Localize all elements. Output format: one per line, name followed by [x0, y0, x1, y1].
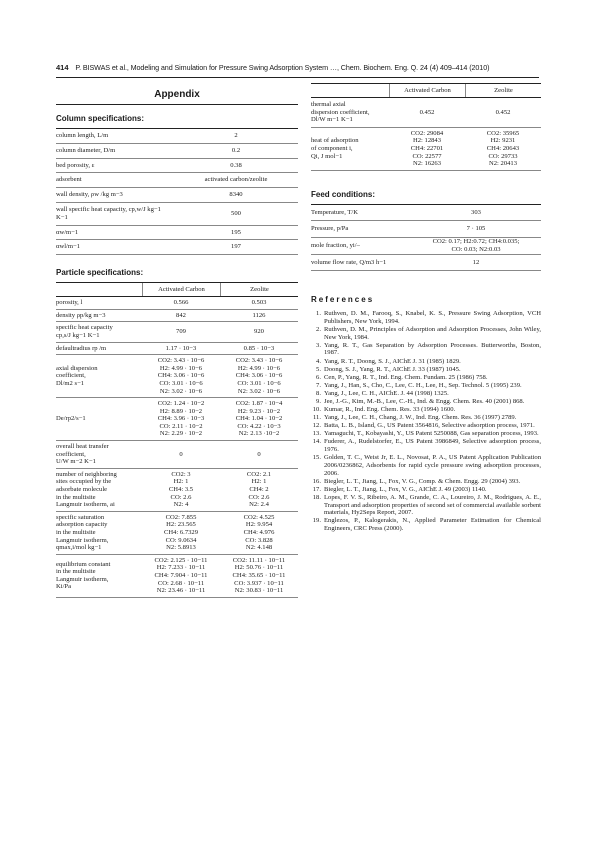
reference-item — [311, 406, 541, 414]
zeolite-value — [220, 449, 298, 461]
param-label — [311, 98, 389, 127]
reference-number: 13. — [312, 430, 321, 438]
feed-row — [311, 238, 541, 255]
reference-item — [311, 342, 541, 357]
value-line: H2: 9.954 — [245, 521, 273, 529]
spec-row — [56, 188, 298, 203]
feed-value — [411, 238, 541, 253]
label-line: U/W m−2 K−1 — [56, 458, 96, 466]
particle-row — [56, 441, 298, 469]
activated-carbon-value — [142, 343, 220, 355]
reference-text: Yang, J., Lee, C. H., Chang, J. W., Ind. Eng. Chem. Res. 36 (1997) 2789. — [324, 414, 517, 422]
right-table-row — [311, 128, 541, 171]
reference-number: 15. — [312, 454, 321, 462]
param-label — [56, 310, 142, 322]
reference-item — [311, 486, 541, 494]
value-line: CO: 9.0634 — [165, 536, 197, 544]
zeolite-value — [220, 297, 298, 309]
spec-label: αwl/m−1 — [56, 243, 81, 251]
value-line: 1.17 · 10−3 — [165, 344, 197, 352]
value-line: N2: 3.02 · 10−6 — [159, 387, 203, 395]
spec-label: adsorbent — [56, 176, 82, 184]
value-line: H2: 50.76 · 10−11 — [234, 564, 284, 572]
value-line: H2: 9231 — [490, 137, 516, 145]
reference-number: 7. — [316, 381, 321, 389]
reference-item — [311, 374, 541, 382]
label-line: equilibrium constant — [56, 560, 111, 568]
header-zeolite: Zeolite — [465, 84, 541, 97]
reference-text: Biegler, L. T., Jiang, L., Fox, V. G., Comp. & Chem. Engg. 29 (2004) 393. — [324, 477, 521, 485]
value-line: CO: 3.828 — [245, 536, 273, 544]
value-line: N2: 4.148 — [245, 544, 273, 552]
value-line: CH4: 3.06 · 10−6 — [157, 372, 205, 380]
value-line: CO2: 0.17; H2:0.72; CH4:0.035; — [432, 238, 520, 246]
spec-value: 195 — [231, 228, 241, 236]
param-label — [56, 441, 142, 468]
activated-carbon-value — [142, 297, 220, 309]
feed-row — [311, 255, 541, 272]
header-rule — [56, 77, 539, 78]
reference-number: 6. — [316, 373, 321, 381]
value-line: CO2: 7.855 — [165, 513, 197, 521]
reference-text: Yang, J., Lee, C. H., AIChE. J. 44 (1998) 1325. — [324, 389, 449, 397]
reference-item — [311, 398, 541, 406]
param-label — [56, 413, 142, 425]
value-line: H2: 9.23 · 10−2 — [237, 407, 281, 415]
feed-row — [311, 221, 541, 238]
particle-row — [56, 398, 298, 441]
value-line: N2: 4 — [173, 501, 189, 509]
particle-row — [56, 343, 298, 356]
label-line: in the multisite — [56, 529, 96, 537]
reference-text: Ruthven, D. M., Farooq, S., Knabel, K. S., Pressure Swing Adsorption, VCH Publishers, New York, 1994. — [324, 310, 541, 325]
label-line: De/rp2/s−1 — [56, 415, 86, 423]
label-line: sites occupied by the — [56, 478, 112, 486]
label-line: heat of adsorption — [311, 137, 359, 145]
reference-item — [311, 414, 541, 422]
zeolite-value — [465, 107, 541, 119]
reference-item — [311, 358, 541, 366]
value-line: 1126 — [252, 311, 266, 319]
feed-label: mole fraction, yi/– — [311, 241, 360, 249]
feed-label: volume flow rate, Q/m3 h−1 — [311, 258, 387, 266]
value-line: N2: 2.4 — [249, 501, 269, 509]
label-line: of component i, — [311, 144, 353, 152]
value-line: CH4: 3.5 — [168, 486, 194, 494]
zeolite-value — [220, 512, 298, 554]
value-line: CH4: 3.96 · 10−3 — [157, 415, 205, 423]
value-line: 0.566 — [173, 299, 189, 307]
reference-item — [311, 422, 541, 430]
param-label — [311, 134, 389, 163]
value-line: CH4: 6.7329 — [163, 529, 199, 537]
label-line: Langmuir isotherm, — [56, 536, 109, 544]
reference-item — [311, 382, 541, 390]
value-line: CO2: 2.1 — [246, 470, 272, 478]
particle-row — [56, 355, 298, 398]
value-line: H2: 1 — [251, 478, 267, 486]
reference-text: Yamaguchi, T., Kobayashi, Y., US Patent 5250088, Gas separation process, 1993. — [324, 430, 539, 438]
value-line: CO2: 29084 — [410, 129, 444, 137]
zeolite-value — [465, 128, 541, 170]
particle-specs-header — [56, 283, 298, 297]
value-line: CO: 22577 — [412, 152, 442, 160]
reference-number: 12. — [312, 422, 321, 430]
reference-item — [311, 494, 541, 517]
label-line: Langmuir isotherm, ai — [56, 501, 115, 509]
spec-label: column length, L/m — [56, 132, 109, 139]
value-line: CH4: 1.04 · 10−2 — [235, 415, 283, 423]
activated-carbon-value — [142, 398, 220, 440]
label-line: Qi, J mol−1 — [311, 152, 343, 160]
label-line: in the multisite — [56, 493, 96, 501]
reference-text: Cen, P., Yang, R. T., Ind. Eng. Chem. Fundam. 25 (1986) 758. — [324, 373, 488, 381]
activated-carbon-value — [142, 355, 220, 397]
reference-number: 5. — [316, 365, 321, 373]
reference-number: 9. — [316, 397, 321, 405]
value-line: H2: 23.565 — [166, 521, 196, 529]
particle-row — [56, 322, 298, 342]
label-line: Ki/Pa — [56, 583, 72, 591]
value-line: CH4: 35.65 · 10−11 — [232, 571, 286, 579]
label-line: Dl/W m−1 K−1 — [311, 116, 353, 124]
value-line: CO2: 11.11 · 10−11 — [232, 556, 286, 564]
value-line: H2: 4.99 · 10−6 — [237, 364, 281, 372]
label-line: specific heat capacity — [56, 324, 113, 332]
value-line: CO: 0.03; N2:0.03 — [451, 245, 501, 253]
spec-label: column diameter, D/m — [56, 146, 116, 154]
reference-text: Yang, J., Han, S., Cho, C., Lee, C. H., Lee, H., Sep. Technol. 5 (1995) 239. — [324, 381, 522, 389]
label-line: adsorbate molecule — [56, 486, 108, 494]
value-line: N2: 16263 — [412, 160, 442, 168]
reference-number: 18. — [312, 493, 321, 501]
value-line: 0 — [257, 450, 261, 458]
reference-item — [311, 438, 541, 453]
label-line: dispersion coefficient, — [311, 108, 370, 116]
value-line: CH4: 22701 — [410, 144, 444, 152]
spec-row — [56, 203, 298, 226]
activated-carbon-value — [389, 128, 465, 170]
value-line: N2: 3.02 · 10−6 — [237, 387, 281, 395]
left-column — [56, 82, 298, 598]
label-line: density ρp/kg m−3 — [56, 311, 106, 319]
particle-specs-title: Particle specifications: — [56, 259, 298, 283]
spec-row — [56, 159, 298, 174]
spec-value: 8340 — [229, 191, 243, 199]
references-title: References — [311, 295, 375, 305]
spec-value: activated carbon/zeolite — [204, 176, 268, 184]
value-line: H2: 1 — [173, 478, 189, 486]
value-line: 303 — [471, 208, 481, 216]
header-zeolite: Zeolite — [250, 286, 269, 294]
value-line: CO2: 35965 — [486, 129, 520, 137]
header-activated-carbon: Activated Carbon — [389, 84, 465, 97]
feed-value — [411, 259, 541, 267]
value-line: H2: 8.89 · 10−2 — [159, 407, 203, 415]
label-line: defaultradius rp /m — [56, 344, 107, 352]
value-line: CO: 3.937 · 10−11 — [234, 579, 284, 587]
value-line: 842 — [176, 311, 186, 319]
column-specs-table — [56, 129, 298, 255]
reference-text: Golden, T. C., Weist Jr, E. L., Novosat, P. A., US Patent Application Publication 2006/0236862, Adsorbents for rapid cycle pressure swing adsorption processes, 2006. — [324, 454, 541, 477]
label-line: coefficient, — [56, 372, 86, 380]
value-line: CH4: 4.976 — [243, 529, 275, 537]
references-list — [311, 310, 541, 533]
value-line: CO2: 3.43 · 10−6 — [157, 357, 205, 365]
feed-row — [311, 205, 541, 222]
reference-text: Yang, R. T., Doong, S. J., AIChE J. 31 (1985) 1829. — [324, 357, 461, 365]
label-line: overall heat transfer — [56, 443, 109, 451]
activated-carbon-value — [142, 449, 220, 461]
value-line: 920 — [254, 328, 264, 336]
reference-text: Biegler, L. T., Jiang, L., Fox, V. G., AIChE J. 49 (2003) 1140. — [324, 485, 487, 493]
value-line: CH4: 3.06 · 10−6 — [235, 372, 283, 380]
particle-specs-table — [56, 297, 298, 598]
running-title: P. BISWAS et al., Modeling and Simulation for Pressure Swing Adsorption System …, Chem. Biochem. Eng. Q. 24 (4) 409–414 (2010) — [75, 63, 490, 72]
spec-label: αw/m−1 — [56, 228, 79, 236]
zeolite-value — [220, 355, 298, 397]
reference-text: Yang, R. T., Gas Separation by Adsorption Processes. Butterworths, Boston, 1987. — [324, 341, 541, 357]
param-label — [56, 343, 142, 355]
column-specs-title: Column specifications: — [56, 105, 298, 129]
reference-number: 10. — [312, 406, 321, 414]
reference-number: 4. — [316, 357, 321, 365]
spec-value: 2 — [234, 132, 238, 139]
value-line: CO: 29733 — [488, 152, 518, 160]
reference-number: 11. — [313, 414, 321, 422]
label-line: in the multisite — [56, 568, 96, 576]
value-line: CO2: 3 — [171, 470, 191, 478]
activated-carbon-value — [142, 326, 220, 338]
param-label — [56, 297, 142, 309]
reference-item — [311, 517, 541, 532]
value-line: CH4: 20643 — [486, 144, 520, 152]
reference-text: Jee, J.-G., Kim, M.-B., Lee, C.-H., Ind. & Engg. Chem. Res. 40 (2001) 868. — [324, 397, 525, 405]
label-line: specific saturation — [56, 513, 105, 521]
label-line: cp,s/J kg−1 K−1 — [56, 331, 100, 339]
spec-label: wall specific heat capacity, cp,w/J kg−1 K−1 — [56, 205, 161, 221]
param-label — [56, 559, 142, 593]
value-line: 7 · 105 — [466, 225, 486, 233]
label-line: axial dispersion — [56, 364, 98, 372]
reference-text: Englezos, P., Kalogerakis, N., Applied Parameter Estimation for Chemical Engineers, CRC Press (2000). — [324, 517, 541, 533]
value-line: H2: 12843 — [412, 137, 442, 145]
page-number: 414 — [56, 63, 69, 72]
activated-carbon-value — [142, 310, 220, 322]
spec-value: 500 — [231, 209, 241, 217]
reference-item — [311, 430, 541, 438]
feed-label: Temperature, T/K — [311, 208, 359, 216]
zeolite-value — [220, 310, 298, 322]
feed-value — [411, 225, 541, 233]
reference-number: 19. — [312, 517, 321, 525]
value-line: N2: 20413 — [488, 160, 518, 168]
label-line: qmax,i/mol kg−1 — [56, 544, 102, 552]
zeolite-value — [220, 555, 298, 597]
value-line: CO2: 1.87 · 10−4 — [235, 400, 283, 408]
feed-conditions-table — [311, 205, 541, 271]
running-header — [56, 63, 539, 75]
spec-row — [56, 129, 298, 144]
value-line: N2: 30.83 · 10−11 — [234, 587, 284, 595]
label-line: porosity, l — [56, 299, 83, 307]
zeolite-value — [220, 326, 298, 338]
spec-row — [56, 226, 298, 241]
feed-label: Pressure, p/Pa — [311, 225, 349, 233]
reference-number: 17. — [312, 485, 321, 493]
reference-number: 8. — [316, 389, 321, 397]
activated-carbon-value — [142, 555, 220, 597]
reference-item — [311, 454, 541, 477]
param-label — [56, 322, 142, 341]
reference-item — [311, 478, 541, 486]
activated-carbon-value — [389, 107, 465, 119]
value-line: N2: 23.46 · 10−11 — [156, 587, 206, 595]
header-activated-carbon: Activated Carbon — [142, 283, 221, 296]
reference-text: Fuderer, A., Rudelstorfer, E., US Patent 3986849, Selective adsorption process, 1976. — [324, 438, 541, 454]
reference-text: Ruthven, D. M., Principles of Adsorption and Adsorption Processes, John Wiley, New York, 1984. — [324, 325, 541, 341]
value-line: 12 — [472, 258, 480, 266]
right-table-header — [311, 83, 541, 98]
reference-number: 2. — [316, 325, 321, 333]
reference-number: 1. — [316, 310, 321, 318]
reference-number: 3. — [316, 341, 321, 349]
reference-item — [311, 326, 541, 341]
value-line: N2: 2.29 · 10−2 — [159, 430, 203, 438]
particle-row — [56, 512, 298, 555]
value-line: CO: 2.6 — [248, 493, 270, 501]
reference-number: 14. — [312, 438, 321, 446]
reference-number: 16. — [312, 477, 321, 485]
zeolite-value — [220, 469, 298, 511]
value-line: CO: 3.01 · 10−6 — [159, 379, 203, 387]
label-line: number of neighboring — [56, 470, 117, 478]
zeolite-value — [220, 398, 298, 440]
spec-row — [56, 240, 298, 255]
right-column — [311, 82, 541, 533]
value-line: CH4: 2 — [249, 486, 269, 494]
value-line: N2: 5.8913 — [166, 544, 196, 552]
value-line: CO: 2.68 · 10−11 — [157, 579, 205, 587]
right-table — [311, 98, 541, 171]
reference-text: Doong, S. J., Yang, R. T., AIChE J. 33 (1987) 1045. — [324, 365, 461, 373]
particle-row — [56, 297, 298, 310]
particle-row — [56, 469, 298, 512]
value-line: CO: 4.22 · 10−3 — [237, 422, 281, 430]
value-line: 0.452 — [495, 108, 511, 116]
value-line: 0.503 — [251, 299, 267, 307]
value-line: 0 — [179, 450, 183, 458]
label-line: Langmuir isotherm, — [56, 575, 109, 583]
value-line: H2: 4.99 · 10−6 — [159, 364, 203, 372]
appendix-title: Appendix — [56, 82, 298, 105]
value-line: 0.452 — [419, 108, 435, 116]
label-line: adsorption capacity — [56, 521, 108, 529]
param-label — [56, 363, 142, 390]
reference-text: Lopes, F. V. S., Ribeiro, A. M., Grande, C. A., Loureiro, J. M., Rodrigues, A. E., Transport and adsorption properties of second set of commercial available sorbent materials, Hy2Seps Report, 2007. — [324, 493, 541, 517]
reference-item — [311, 390, 541, 398]
spec-label: wall density, ρw /kg m−3 — [56, 191, 123, 199]
right-table-row — [311, 98, 541, 128]
feed-conditions-title: Feed conditions: — [311, 181, 541, 205]
param-label — [56, 512, 142, 554]
spec-row — [56, 144, 298, 159]
param-label — [56, 469, 142, 511]
reference-item — [311, 310, 541, 325]
label-line: coefficient, — [56, 450, 86, 458]
particle-row — [56, 310, 298, 323]
spec-label: bed porosity, ε — [56, 161, 95, 169]
value-line: CO: 2.6 — [170, 493, 192, 501]
activated-carbon-value — [142, 512, 220, 554]
label-line: thermal axial — [311, 101, 346, 108]
value-line: CO2: 3.43 · 10−6 — [235, 357, 283, 365]
spec-value: 0.2 — [231, 146, 241, 154]
spec-value: 197 — [231, 243, 241, 251]
value-line: 709 — [176, 328, 186, 336]
value-line: 0.85 · 10−3 — [243, 344, 275, 352]
value-line: CH4: 7.904 · 10−11 — [154, 571, 208, 579]
activated-carbon-value — [142, 469, 220, 511]
value-line: CO2: 1.24 · 10−2 — [157, 400, 205, 408]
value-line: CO2: 4.525 — [243, 513, 275, 521]
spec-row — [56, 173, 298, 188]
value-line: CO: 3.01 · 10−6 — [237, 379, 281, 387]
particle-row — [56, 555, 298, 598]
label-line: Dl/m2 s−1 — [56, 379, 85, 387]
reference-text: Kumar, R., Ind. Eng. Chem. Res. 33 (1994) 1600. — [324, 406, 456, 414]
reference-item — [311, 366, 541, 374]
value-line: H2: 7.233 · 10−11 — [156, 564, 206, 572]
value-line: CO: 2.11 · 10−2 — [159, 422, 203, 430]
reference-text: Batta, L. B., Island, G., US Patent 3564816, Selective adsorption process, 1971. — [324, 422, 535, 430]
spec-value: 0.38 — [230, 161, 242, 169]
feed-value — [411, 209, 541, 217]
value-line: N2: 2.13 ·10−2 — [238, 430, 280, 438]
zeolite-value — [220, 343, 298, 355]
value-line: CO2: 2.125 · 10−11 — [154, 556, 208, 564]
